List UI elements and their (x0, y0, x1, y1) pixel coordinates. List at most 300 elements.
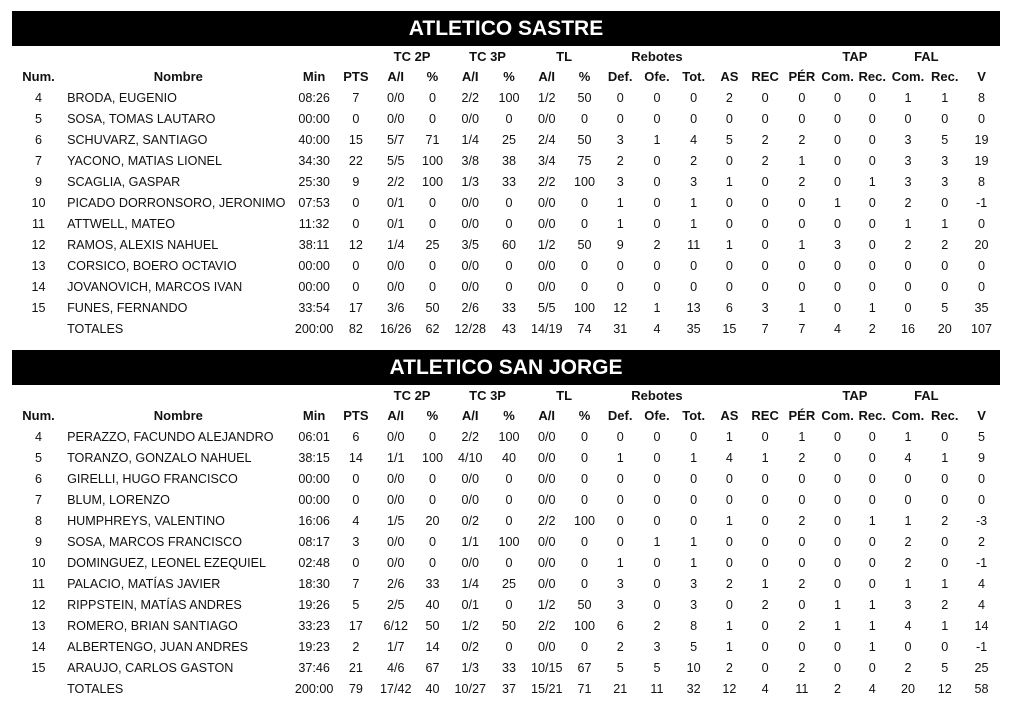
stat-cell: 0 (904, 279, 912, 294)
stat-cell: 14 (31, 639, 46, 654)
player-row (12, 510, 1000, 531)
stat-cell: 5 (941, 300, 949, 315)
stat-cell: 0 (352, 195, 360, 210)
stat-cell: 0 (834, 429, 842, 444)
stat-cell: 0 (941, 555, 949, 570)
stat-cell: 3 (834, 237, 842, 252)
stat-cell: 3/8 (461, 153, 479, 168)
stat-cell: 0 (505, 279, 513, 294)
stat-cell: 0 (580, 471, 588, 486)
stat-cell: 1/7 (386, 639, 405, 654)
stat-cell: 33:54 (298, 300, 330, 315)
stat-cell: 67 (577, 660, 592, 675)
stat-cell: 0 (761, 660, 769, 675)
stat-cell: 13 (686, 300, 701, 315)
stat-cell: 0 (978, 258, 986, 273)
stat-cell: 1 (725, 237, 733, 252)
stat-cell: 00:00 (298, 279, 330, 294)
stat-cell: 0 (505, 555, 513, 570)
totals-label: TOTALES (67, 681, 124, 696)
stat-cell: 0 (428, 111, 436, 126)
stat-cell: 0 (580, 555, 588, 570)
stat-cell: 0 (580, 639, 588, 654)
totals-cell: 200:00 (294, 681, 334, 696)
stat-cell: 0 (580, 216, 588, 231)
stat-cell: 1 (725, 429, 733, 444)
stat-cell: 0 (761, 237, 769, 252)
stat-cell: 0 (798, 195, 806, 210)
stat-cell: 0 (653, 597, 661, 612)
stat-cell: 0 (834, 639, 842, 654)
stat-cell: 40:00 (298, 132, 330, 147)
totals-cell: 62 (425, 321, 440, 336)
stat-cell: 2 (941, 513, 949, 528)
stat-cell: 0 (580, 195, 588, 210)
stat-cell: 0 (725, 111, 733, 126)
stat-cell: 1 (725, 618, 733, 633)
column-header: Ofe. (644, 69, 670, 84)
stat-cell: 0 (978, 216, 986, 231)
totals-cell: 10/27 (454, 681, 486, 696)
stat-cell: 2 (725, 90, 733, 105)
totals-cell: 16/26 (379, 321, 412, 336)
stat-cell: 0/0 (386, 258, 405, 273)
player-row (12, 87, 1000, 108)
stat-cell: 00:00 (298, 471, 330, 486)
stat-cell: 50 (425, 300, 440, 315)
stat-cell: 14 (31, 279, 46, 294)
column-header: % (578, 69, 591, 84)
stat-cell: 2 (941, 597, 949, 612)
stat-cell: 0 (904, 111, 912, 126)
stat-cell: 2/2 (461, 429, 479, 444)
stat-cell: 2 (761, 132, 769, 147)
stat-cell: 9 (978, 450, 986, 465)
player-row (12, 426, 1000, 447)
stat-cell: 13 (31, 258, 46, 273)
stat-cell: 0/0 (461, 492, 479, 507)
player-name: ATTWELL, MATEO (67, 216, 176, 231)
stat-cell: 0 (761, 216, 769, 231)
stat-cell: 2 (653, 618, 661, 633)
stat-cell: 33 (425, 576, 440, 591)
stat-cell: 3 (761, 300, 769, 315)
totals-cell: 15/21 (530, 681, 563, 696)
player-name: CORSICO, BOERO OCTAVIO (67, 258, 237, 273)
stat-cell: 21 (348, 660, 363, 675)
stat-cell: 11 (31, 576, 46, 591)
stat-cell: 6 (35, 471, 43, 486)
stat-cell: 0 (428, 429, 436, 444)
stat-cell: 0 (428, 534, 436, 549)
stat-cell: 0 (978, 279, 986, 294)
stat-cell: 12 (613, 300, 628, 315)
stat-cell: 0 (834, 279, 842, 294)
stat-cell: 5/5 (537, 300, 556, 315)
stat-cell: 6 (352, 429, 360, 444)
stat-cell: 16:06 (298, 513, 330, 528)
stat-cell: 0 (653, 90, 661, 105)
column-header: Tot. (682, 408, 706, 423)
stat-cell: 0 (868, 111, 876, 126)
stat-cell: 0/0 (461, 471, 479, 486)
stat-cell: 4 (690, 132, 698, 147)
stat-cell: 4 (352, 513, 360, 528)
stat-cell: 2 (798, 513, 806, 528)
stat-cell: 0 (798, 279, 806, 294)
stat-cell: 0 (904, 300, 912, 315)
stat-cell: 1 (761, 576, 769, 591)
stat-cell: 2/6 (461, 300, 479, 315)
player-row (12, 129, 1000, 150)
stat-cell: 0 (690, 90, 698, 105)
column-header: AS (720, 69, 739, 84)
stat-cell: 0 (690, 279, 698, 294)
stat-cell: 1 (834, 597, 842, 612)
stat-cell: 0 (428, 471, 436, 486)
stat-cell: 1 (653, 300, 661, 315)
stat-cell: 2 (798, 576, 806, 591)
column-header: PTS (343, 408, 369, 423)
stat-cell: 0 (904, 471, 912, 486)
stat-cell: 0 (761, 639, 769, 654)
stat-cell: 0 (761, 534, 769, 549)
group-header-tc2p: TC 2P (393, 48, 431, 64)
stat-cell: 10 (31, 555, 46, 570)
stat-cell: 1 (798, 153, 806, 168)
column-header: Ofe. (644, 408, 670, 423)
group-header-empty (712, 46, 820, 66)
stat-cell: 1 (616, 216, 624, 231)
stat-cell: 1 (616, 450, 624, 465)
totals-cell: 20 (900, 681, 915, 696)
player-name: SOSA, MARCOS FRANCISCO (67, 534, 242, 549)
stat-cell: 19:26 (298, 597, 330, 612)
player-name: SOSA, TOMAS LAUTARO (67, 111, 216, 126)
column-header-row (12, 405, 1000, 426)
totals-cell: 71 (577, 681, 592, 696)
stat-cell: 0 (868, 258, 876, 273)
column-header: Num. (22, 408, 55, 423)
stat-cell: 0 (761, 174, 769, 189)
stat-cell: 0 (653, 576, 661, 591)
group-header-tc2p: TC 2P (393, 387, 431, 403)
totals-spacer (12, 318, 65, 339)
stat-cell: 3 (352, 534, 360, 549)
stat-cell: 5 (653, 660, 661, 675)
player-name: GIRELLI, HUGO FRANCISCO (67, 471, 238, 486)
column-header: Min (302, 408, 326, 423)
stat-cell: 0 (725, 534, 733, 549)
stat-cell: 0 (834, 555, 842, 570)
stat-cell: 0 (725, 258, 733, 273)
stat-cell: 0 (653, 216, 661, 231)
stat-cell: 0 (653, 258, 661, 273)
stat-cell: 1 (690, 216, 698, 231)
stat-cell: 38 (501, 153, 516, 168)
stat-cell: 2 (941, 237, 949, 252)
stat-cell: 2/2 (537, 618, 556, 633)
stat-cell: 0 (505, 639, 513, 654)
stat-cell: 2 (798, 660, 806, 675)
stat-cell: 100 (421, 450, 443, 465)
column-header: Rec. (930, 408, 959, 423)
team-title: ATLETICO SASTRE (12, 11, 1000, 46)
stat-cell: 1 (798, 429, 806, 444)
player-row (12, 150, 1000, 171)
stat-cell: 5 (941, 660, 949, 675)
stat-cell: -3 (975, 513, 988, 528)
stat-cell: 8 (35, 513, 43, 528)
totals-cell: 4 (868, 681, 876, 696)
stat-cell: 1 (904, 513, 912, 528)
stat-cell: 8 (978, 90, 986, 105)
stat-cell: 1 (904, 576, 912, 591)
player-row (12, 255, 1000, 276)
stat-cell: 19 (974, 132, 989, 147)
stat-cell: 1 (653, 132, 661, 147)
stat-cell: 1 (616, 555, 624, 570)
stat-cell: 1 (904, 90, 912, 105)
stat-cell: 1 (868, 513, 876, 528)
stat-cell: 0 (428, 279, 436, 294)
group-header-rebotes: Rebotes (631, 48, 683, 64)
stat-cell: 0/0 (537, 279, 556, 294)
stat-cell: 0/0 (461, 279, 479, 294)
stat-cell: 0 (868, 429, 876, 444)
totals-cell: 20 (937, 321, 952, 336)
stat-cell: 0/0 (386, 111, 405, 126)
player-name: RIPPSTEIN, MATÍAS ANDRES (67, 597, 242, 612)
stat-cell: 0/0 (537, 450, 556, 465)
stat-cell: 0 (428, 258, 436, 273)
column-header: PTS (343, 69, 369, 84)
stat-cell: 0 (505, 471, 513, 486)
stat-cell: 0/0 (386, 90, 405, 105)
player-row (12, 573, 1000, 594)
stat-cell: 40 (501, 450, 516, 465)
column-header-row (12, 66, 1000, 87)
stat-cell: 1 (941, 450, 949, 465)
stat-cell: 0 (798, 90, 806, 105)
totals-cell: 2 (834, 681, 842, 696)
stat-cell: 6 (616, 618, 624, 633)
stat-cell: 1/2 (537, 90, 556, 105)
stat-cell: 0 (505, 258, 513, 273)
totals-cell: 40 (425, 681, 440, 696)
stat-cell: 0 (834, 492, 842, 507)
stat-cell: 0 (941, 195, 949, 210)
stat-cell: 0 (690, 513, 698, 528)
stat-cell: 3/6 (386, 300, 405, 315)
player-row (12, 276, 1000, 297)
stat-cell: 5/5 (386, 153, 405, 168)
stat-cell: 25 (501, 576, 516, 591)
column-header: % (426, 69, 439, 84)
column-header: V (977, 69, 986, 84)
stat-cell: 1 (798, 300, 806, 315)
stat-cell: 0 (653, 279, 661, 294)
stat-cell: 0 (868, 216, 876, 231)
stats-table (12, 385, 1000, 699)
totals-cell: 11 (795, 681, 809, 696)
stat-cell: 8 (978, 174, 986, 189)
group-header-empty (963, 385, 1000, 405)
stat-cell: 0 (352, 258, 360, 273)
stat-cell: 0 (352, 111, 360, 126)
totals-cell: 12/28 (454, 321, 486, 336)
stat-cell: 0 (834, 111, 842, 126)
totals-spacer (12, 678, 65, 699)
stat-cell: 0 (428, 555, 436, 570)
stat-cell: 0 (798, 216, 806, 231)
stat-cell: 2 (904, 555, 912, 570)
stat-cell: 25 (974, 660, 989, 675)
stat-cell: 1 (904, 216, 912, 231)
column-header: A/I (387, 408, 405, 423)
stat-cell: 0 (580, 258, 588, 273)
stat-cell: 0 (941, 639, 949, 654)
stat-cell: 0/1 (386, 195, 405, 210)
stat-cell: 5 (690, 639, 698, 654)
stat-cell: 0 (725, 597, 733, 612)
stat-cell: 0 (616, 279, 624, 294)
stat-cell: 10/15 (530, 660, 563, 675)
stat-cell: 0 (761, 471, 769, 486)
totals-cell: 31 (613, 321, 628, 336)
stat-cell: 1 (868, 300, 876, 315)
stat-cell: 0 (616, 90, 624, 105)
stat-cell: 1/4 (386, 237, 405, 252)
stat-cell: 0 (834, 132, 842, 147)
stat-cell: 9 (352, 174, 360, 189)
stat-cell: 3 (690, 174, 698, 189)
stat-cell: 0 (868, 576, 876, 591)
player-name: DOMINGUEZ, LEONEL EZEQUIEL (67, 555, 267, 570)
stat-cell: 2 (761, 597, 769, 612)
stat-cell: 0 (761, 279, 769, 294)
stat-cell: 1 (941, 576, 949, 591)
column-header: % (503, 408, 515, 423)
stat-cell: 0 (834, 471, 842, 486)
stat-cell: 0 (978, 111, 986, 126)
player-row (12, 594, 1000, 615)
group-header-row (12, 46, 1000, 66)
stat-cell: 11:32 (298, 216, 330, 231)
stat-cell: 3 (941, 153, 949, 168)
stat-cell: 0/0 (386, 429, 405, 444)
group-header-tap: TAP (842, 387, 868, 403)
stat-cell: 1 (761, 450, 769, 465)
column-header: A/I (387, 69, 405, 84)
column-header: Tot. (682, 69, 706, 84)
player-name: PALACIO, MATÍAS JAVIER (67, 576, 221, 591)
stat-cell: 0 (868, 132, 876, 147)
totals-cell: 74 (577, 321, 592, 336)
totals-cell: 21 (613, 681, 628, 696)
totals-cell: 107 (971, 321, 993, 336)
stat-cell: 1/4 (461, 132, 479, 147)
stat-cell: 2 (798, 618, 806, 633)
stat-cell: 9 (35, 534, 43, 549)
column-header: Min (302, 69, 326, 84)
column-header: % (503, 69, 515, 84)
stat-cell: 1/3 (461, 174, 479, 189)
stat-cell: 2 (798, 132, 806, 147)
stat-cell: 0/0 (537, 471, 556, 486)
column-header: Nombre (153, 69, 203, 84)
team-box-sastre (12, 11, 1000, 339)
stat-cell: 0 (580, 279, 588, 294)
stat-cell: 0 (834, 216, 842, 231)
stat-cell: 0/0 (386, 279, 405, 294)
totals-cell: 11 (650, 681, 664, 696)
stat-cell: 0 (761, 555, 769, 570)
totals-cell: 37 (501, 681, 516, 696)
column-header: Def. (607, 408, 633, 423)
stat-cell: 4 (978, 597, 986, 612)
stat-cell: 0 (798, 492, 806, 507)
player-row (12, 213, 1000, 234)
stat-cell: 0/0 (537, 258, 556, 273)
stat-cell: 0 (616, 534, 624, 549)
stat-cell: 5/7 (386, 132, 405, 147)
stat-cell: 0/1 (386, 216, 405, 231)
stat-cell: 0 (428, 216, 436, 231)
stat-cell: 0/0 (537, 111, 556, 126)
stat-cell: 0 (616, 471, 624, 486)
stat-cell: 3 (690, 597, 698, 612)
player-name: FUNES, FERNANDO (67, 300, 188, 315)
player-name: TORANZO, GONZALO NAHUEL (67, 450, 252, 465)
player-row (12, 192, 1000, 213)
stat-cell: 0 (653, 153, 661, 168)
column-header: % (426, 408, 439, 423)
column-header: REC (751, 69, 779, 84)
stat-cell: 4 (904, 450, 912, 465)
player-row (12, 552, 1000, 573)
stat-cell: 100 (421, 174, 443, 189)
player-row (12, 489, 1000, 510)
stat-cell: 0 (978, 471, 986, 486)
totals-cell: 35 (686, 321, 701, 336)
stat-cell: 25 (425, 237, 440, 252)
stat-cell: 2 (653, 237, 661, 252)
stat-cell: 0/0 (386, 492, 405, 507)
stat-cell: 4 (35, 90, 43, 105)
stat-cell: 0 (352, 216, 360, 231)
player-name: SCAGLIA, GASPAR (67, 174, 181, 189)
player-row (12, 468, 1000, 489)
stat-cell: 0 (868, 660, 876, 675)
stat-cell: 17 (348, 300, 363, 315)
stat-cell: 20 (974, 237, 989, 252)
column-header: Com. (891, 69, 925, 84)
player-row (12, 657, 1000, 678)
stat-cell: 0 (725, 492, 733, 507)
stat-cell: 0/0 (537, 576, 556, 591)
stat-cell: 7 (35, 153, 43, 168)
stat-cell: 0 (834, 258, 842, 273)
stat-cell: 0 (798, 534, 806, 549)
stat-cell: 100 (421, 153, 443, 168)
stat-cell: 3 (690, 576, 698, 591)
team-box-san-jorge (12, 350, 1000, 699)
stat-cell: 3 (904, 174, 912, 189)
stat-cell: 1 (834, 195, 842, 210)
stats-table (12, 46, 1000, 339)
stat-cell: 1 (616, 195, 624, 210)
